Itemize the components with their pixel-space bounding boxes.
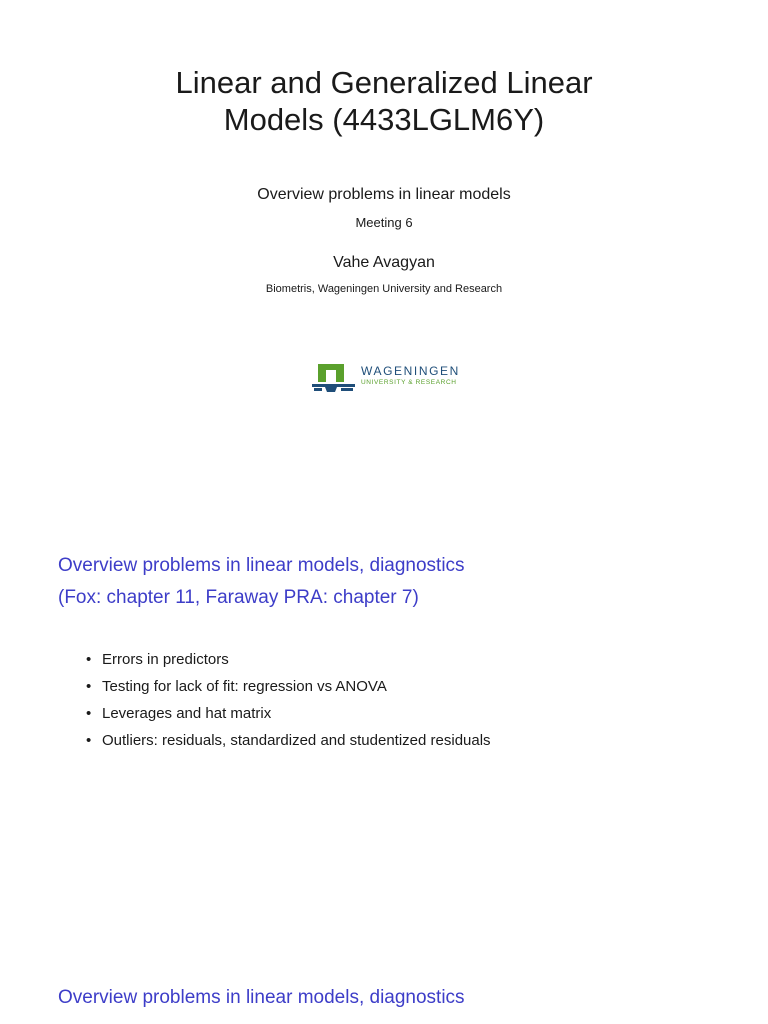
bullet-text: Testing for lack of fit: regression vs ANOVA (102, 678, 387, 695)
bullet-dot-icon: • (86, 732, 92, 749)
bullet-dot-icon: • (86, 678, 92, 695)
bullet-item (86, 646, 491, 673)
slide-title-line-2: Models (4433LGLM6Y) (223, 102, 545, 137)
slide-title (0, 64, 768, 138)
wageningen-logo (311, 360, 481, 396)
slide-subtitle: Overview problems in linear models (257, 186, 511, 203)
author-name: Vahe Avagyan (333, 254, 435, 271)
bullet-item (86, 727, 491, 754)
slide-title-line-1: Linear and Generalized Linear (175, 65, 593, 100)
logo-wordmark: WAGENINGEN (361, 364, 460, 378)
bullet-item (86, 700, 491, 727)
overview-heading-line-2: (Fox: chapter 11, Faraway PRA: chapter 7) (58, 587, 419, 608)
bullet-dot-icon: • (86, 651, 92, 668)
bullet-dot-icon: • (86, 705, 92, 722)
overview-bullet-list (86, 646, 491, 754)
meeting-label: Meeting 6 (355, 215, 413, 230)
diagnostics-slide (0, 960, 768, 1024)
bullet-text: Outliers: residuals, standardized and studentized residuals (102, 732, 491, 749)
title-slide (0, 0, 768, 432)
overview-heading-line-1: Overview problems in linear models, diagnostics (58, 555, 465, 576)
bullet-text: Errors in predictors (102, 651, 229, 668)
author-affiliation: Biometris, Wageningen University and Research (265, 283, 503, 295)
overview-slide (0, 520, 768, 900)
logo-tagline: UNIVERSITY & RESEARCH (361, 379, 457, 386)
bullet-text: Leverages and hat matrix (102, 705, 272, 722)
wageningen-logo-mark-icon (311, 362, 357, 394)
bullet-item (86, 673, 491, 700)
diagnostics-heading: Overview problems in linear models, diagnostics (58, 987, 465, 1008)
